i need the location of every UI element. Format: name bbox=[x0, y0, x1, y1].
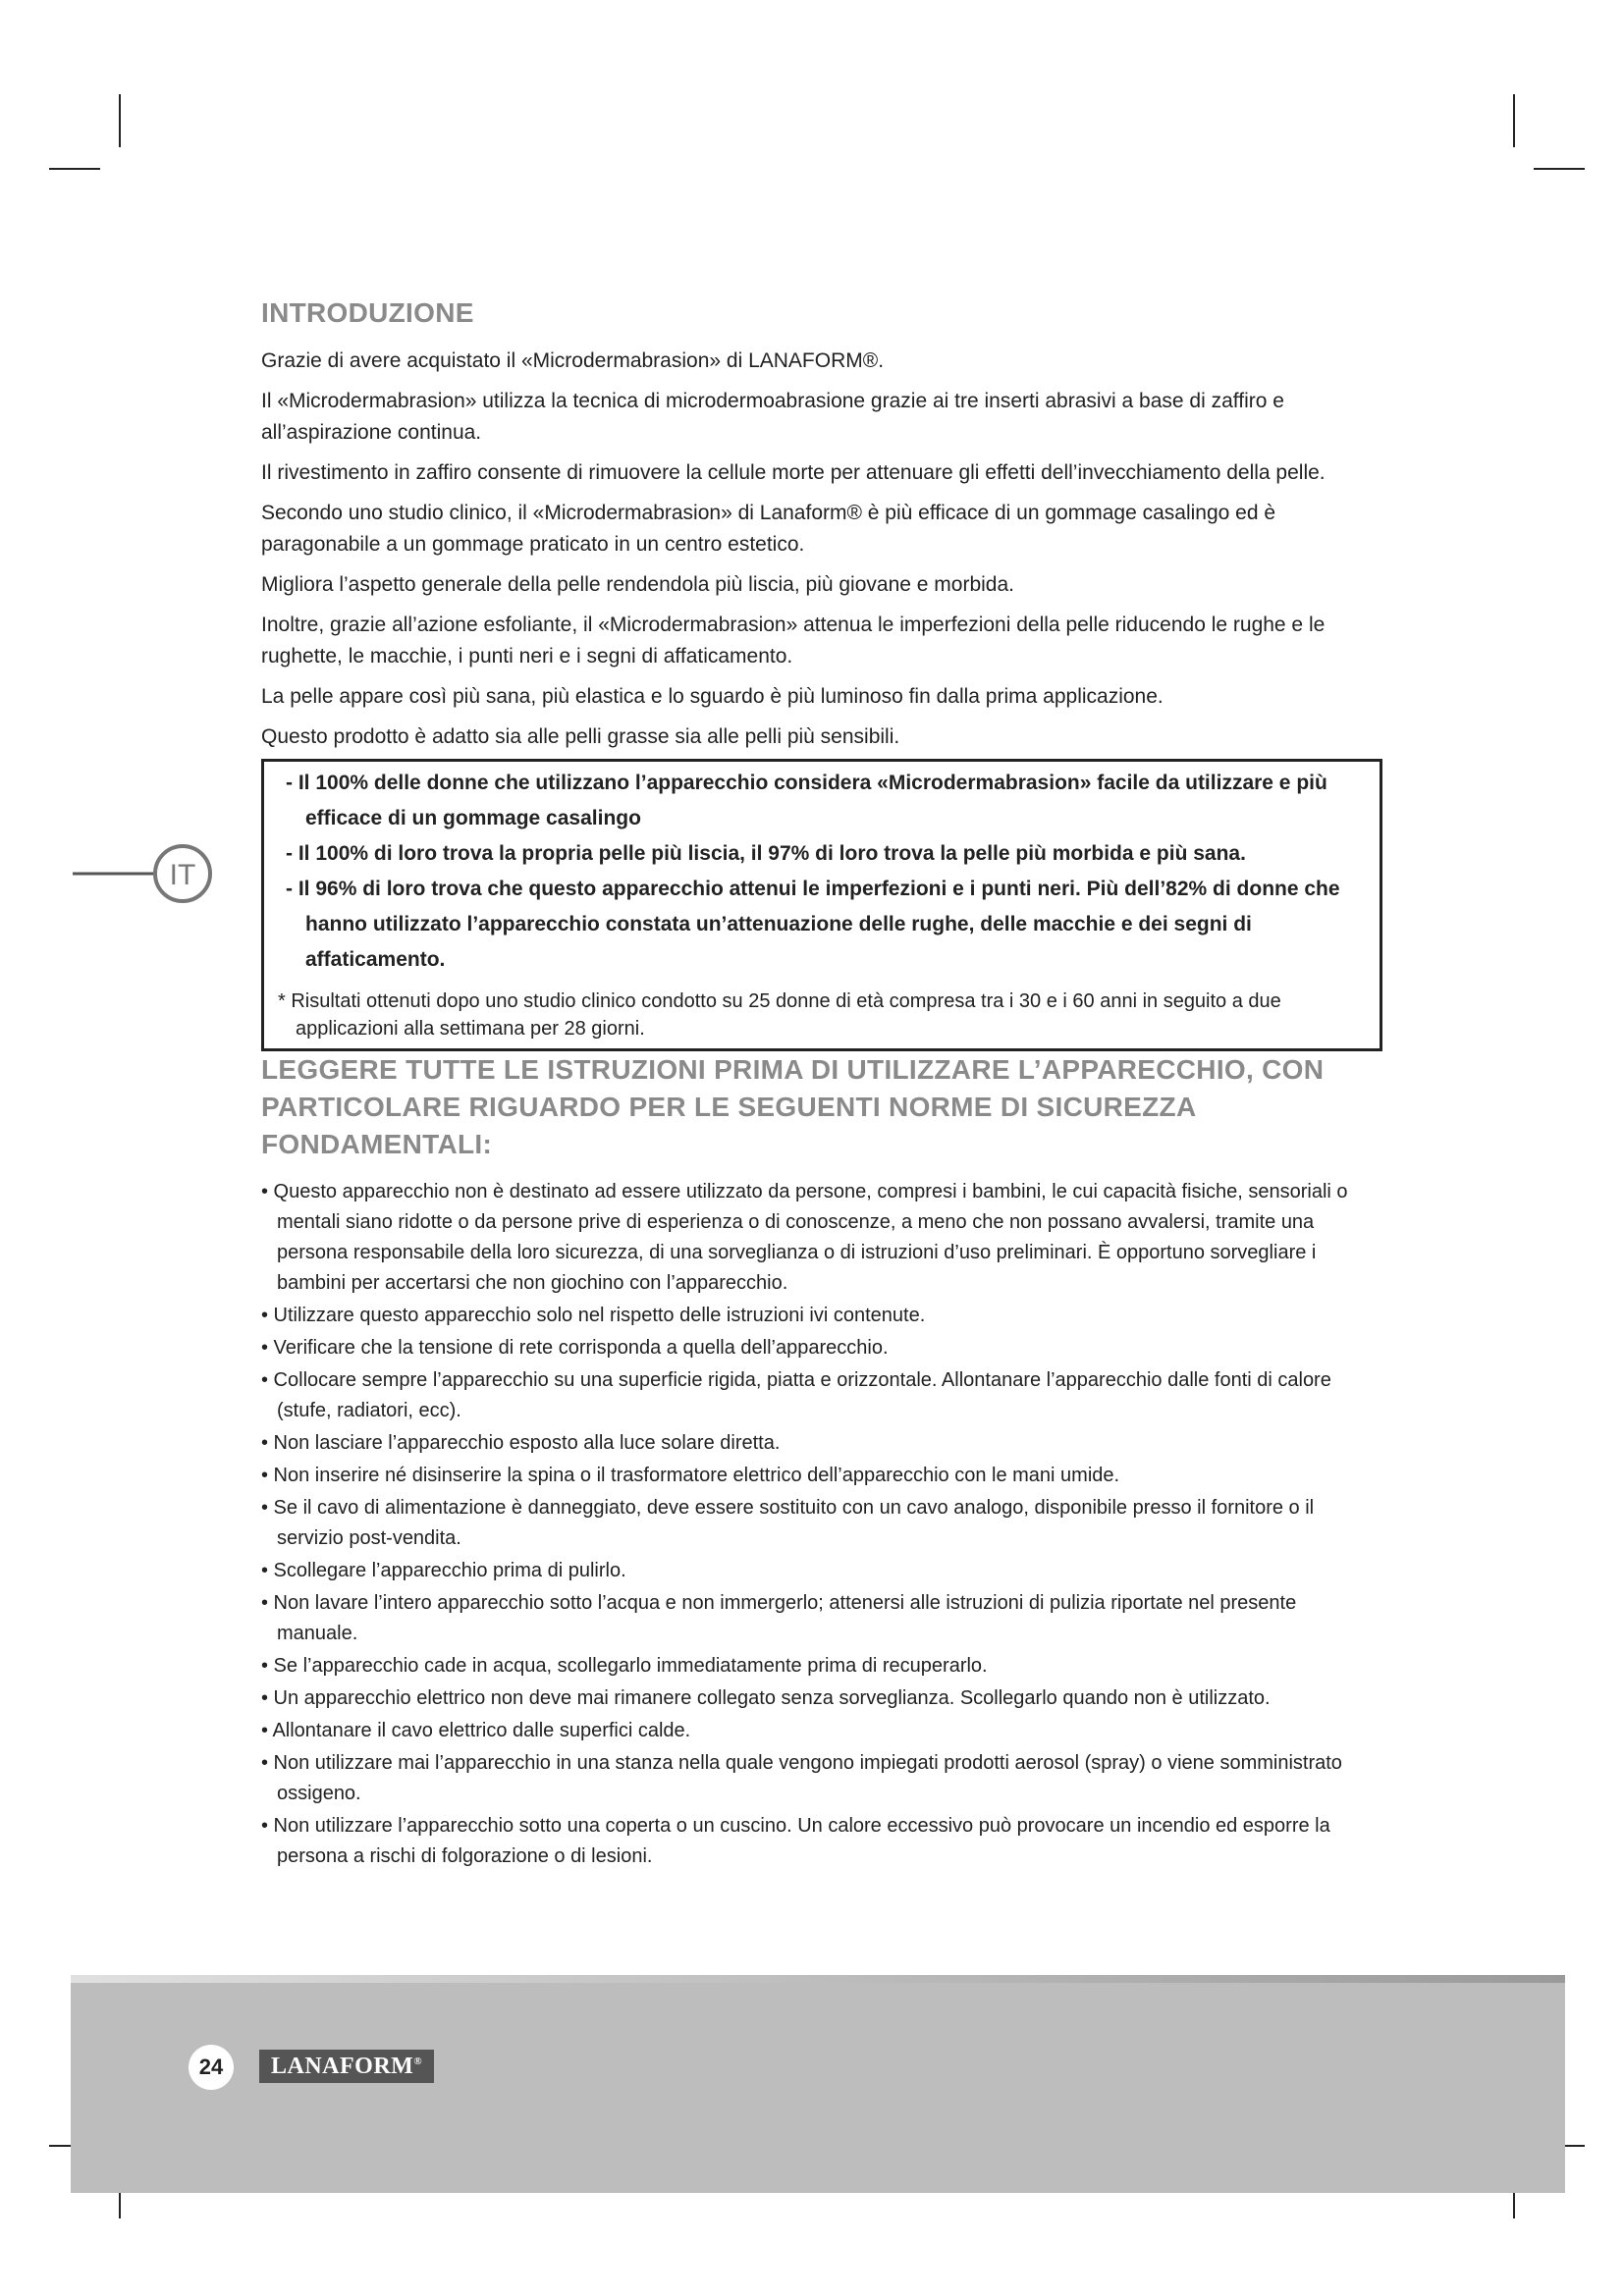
intro-title: INTRODUZIONE bbox=[261, 297, 474, 328]
safety-title: LEGGERE TUTTE LE ISTRUZIONI PRIMA DI UTILIZZARE L’APPARECCHIO, CON PARTICOLARE RIGUARDO PER LE SEGUENTI NORME DI SICUREZZA FONDAMENTALI: bbox=[261, 1054, 1325, 1159]
study-result-item: - Il 96% di loro trova che questo apparecchio attenui le imperfezioni e i punti neri. Più dell’82% di donne che hanno utilizzato l’apparecchio constata un’attenuazione delle rughe, delle macchie e dei segni di affaticamento. bbox=[286, 878, 1340, 971]
crop-mark-top-right-h bbox=[1534, 168, 1585, 170]
study-footnote: * Risultati ottenuti dopo uno studio clinico condotto su 25 donne di età compresa tra i 30 e i 60 anni in seguito a due applicazioni alla settimana per 28 giorni. bbox=[278, 990, 1281, 1040]
crop-mark-top-right-v bbox=[1513, 94, 1515, 147]
intro-paragraph: Il «Microdermabrasion» utilizza la tecnica di microdermoabrasione grazie ai tre inserti abrasivi a base di zaffiro e all’aspirazione continua. bbox=[261, 390, 1284, 444]
safety-rule: • Questo apparecchio non è destinato ad essere utilizzato da persone, compresi i bambini, le cui capacità fisiche, sensoriali o mentali siano ridotte o da persone prive di esperienza o di conoscenze, a meno che non possano avvalersi, tramite una persona responsabile della loro sicurezza, di una sorveglianza o di istruzioni d’uso preliminari. È opportuno sorvegliare i bambini per accertarsi che non giochino con l’apparecchio. bbox=[261, 1181, 1348, 1294]
page-number: 24 bbox=[189, 2045, 234, 2090]
intro-paragraph: Il rivestimento in zaffiro consente di rimuovere la cellule morte per attenuare gli effetti dell’invecchiamento della pelle. bbox=[261, 461, 1326, 484]
safety-rule: • Verificare che la tensione di rete corrisponda a quella dell’apparecchio. bbox=[261, 1337, 889, 1359]
language-tab-label: IT bbox=[169, 859, 196, 891]
language-tab bbox=[73, 844, 230, 908]
safety-rule: • Non lasciare l’apparecchio esposto alla luce solare diretta. bbox=[261, 1432, 781, 1454]
safety-rule: • Non utilizzare l’apparecchio sotto una coperta o un cuscino. Un calore eccessivo può provocare un incendio ed esporre la persona a rischi di folgorazione o di lesioni. bbox=[261, 1815, 1330, 1867]
brand-name: LANAFORM bbox=[271, 2054, 414, 2079]
safety-rule: • Utilizzare questo apparecchio solo nel rispetto delle istruzioni ivi contenute. bbox=[261, 1305, 926, 1326]
safety-rule: • Se il cavo di alimentazione è danneggiato, deve essere sostituito con un cavo analogo, disponibile presso il fornitore o il servizio post-vendita. bbox=[261, 1497, 1315, 1549]
footer-edge bbox=[71, 1975, 1565, 1983]
safety-rule: • Se l’apparecchio cade in acqua, scollegarlo immediatamente prima di recuperarlo. bbox=[261, 1655, 988, 1677]
safety-rule: • Non inserire né disinserire la spina o il trasformatore elettrico dell’apparecchio con le mani umide. bbox=[261, 1465, 1120, 1486]
intro-paragraph: Migliora l’aspetto generale della pelle rendendola più liscia, più giovane e morbida. bbox=[261, 573, 1014, 596]
safety-rule: • Collocare sempre l’apparecchio su una superficie rigida, piatta e orizzontale. Allontanare l’apparecchio dalle fonti di calore (stufe, radiatori, ecc). bbox=[261, 1369, 1331, 1421]
safety-rule: • Un apparecchio elettrico non deve mai rimanere collegato senza sorveglianza. Scollegarlo quando non è utilizzato. bbox=[261, 1687, 1271, 1709]
safety-rule: • Non lavare l’intero apparecchio sotto l’acqua e non immergerlo; attenersi alle istruzioni di pulizia riportate nel presente manuale. bbox=[261, 1592, 1297, 1644]
crop-mark-top-left-h bbox=[49, 168, 100, 170]
study-result-item: - Il 100% delle donne che utilizzano l’apparecchio considera «Microdermabrasion» facile da utilizzare e più efficace di un gommage casalingo bbox=[286, 772, 1327, 829]
intro-paragraph: Inoltre, grazie all’azione esfoliante, il «Microdermabrasion» attenua le imperfezioni della pelle riducendo le rughe e le rughette, le macchie, i punti neri e i segni di affaticamento. bbox=[261, 614, 1326, 667]
crop-mark-top-left-v bbox=[119, 94, 121, 147]
safety-rule: • Allontanare il cavo elettrico dalle superfici calde. bbox=[261, 1720, 691, 1741]
intro-paragraph: La pelle appare così più sana, più elastica e lo sguardo è più luminoso fin dalla prima applicazione. bbox=[261, 685, 1164, 708]
safety-rule: • Non utilizzare mai l’apparecchio in una stanza nella quale vengono impiegati prodotti aerosol (spray) o viene somministrato ossigeno. bbox=[261, 1752, 1342, 1804]
study-result-item: - Il 100% di loro trova la propria pelle più liscia, il 97% di loro trova la pelle più morbida e più sana. bbox=[286, 842, 1246, 865]
intro-paragraph: Grazie di avere acquistato il «Microdermabrasion» di LANAFORM®. bbox=[261, 349, 885, 372]
page-content bbox=[261, 294, 1380, 1874]
intro-paragraph: Secondo uno studio clinico, il «Microdermabrasion» di Lanaform® è più efficace di un gommage casalingo ed è paragonabile a un gommage praticato in un centro estetico. bbox=[261, 502, 1276, 556]
safety-rules-list bbox=[261, 1177, 1380, 1872]
intro-paragraph: Questo prodotto è adatto sia alle pelli grasse sia alle pelli più sensibili. bbox=[261, 725, 900, 748]
safety-rule: • Scollegare l’apparecchio prima di pulirlo. bbox=[261, 1560, 626, 1581]
clinical-study-box bbox=[261, 759, 1382, 1051]
footer-band bbox=[71, 1977, 1565, 2193]
brand-trademark: ® bbox=[413, 2056, 423, 2067]
language-tab-graphic bbox=[73, 844, 230, 903]
brand-logo bbox=[259, 2050, 434, 2083]
